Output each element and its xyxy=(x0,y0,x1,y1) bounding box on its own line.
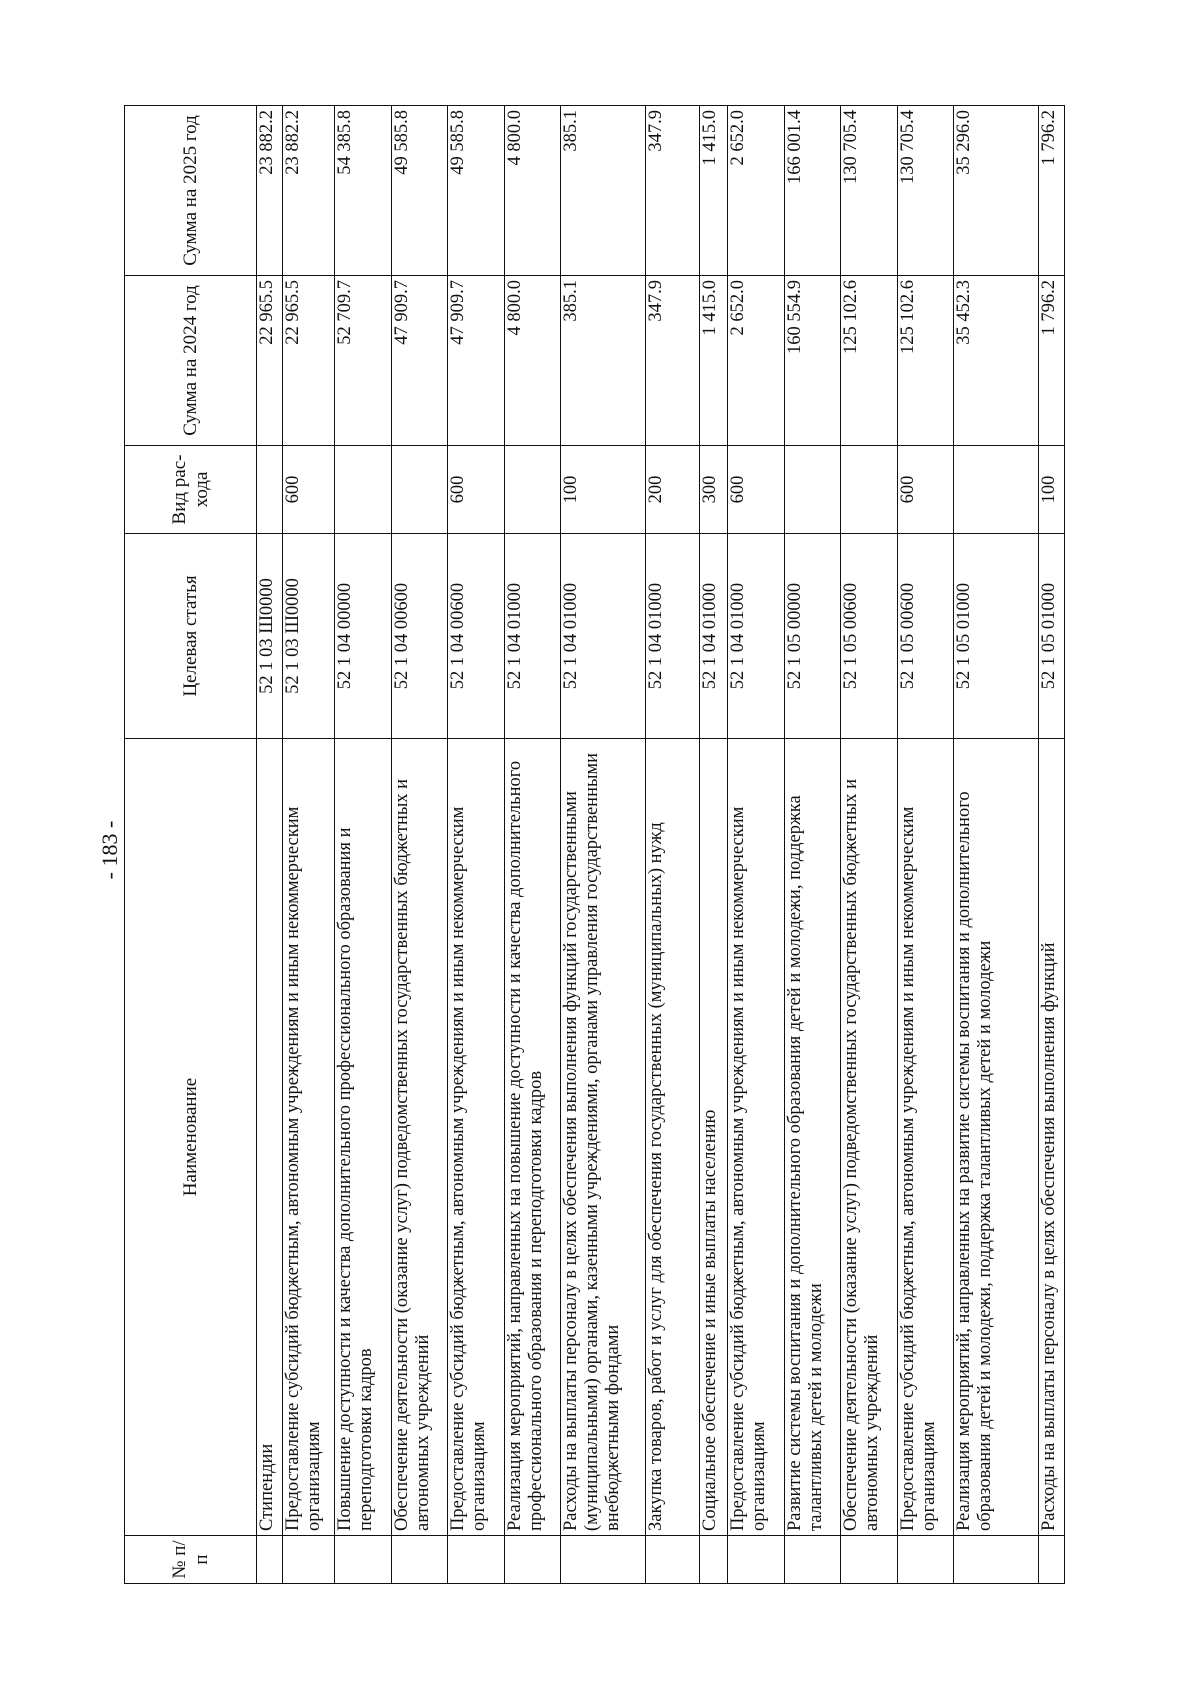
cell-name: Реализация мероприятий, направленных на повышение доступности и качества дополнительного профессионального образования и переподготовки кадров xyxy=(504,739,560,1536)
cell-code: 52 1 04 01000 xyxy=(504,534,560,739)
header-name: Наименование xyxy=(125,739,257,1536)
cell-sum-2025: 347.9 xyxy=(645,106,699,276)
budget-table-container xyxy=(124,106,1065,1584)
cell-sum-2025: 1 415.0 xyxy=(700,106,728,276)
table-row xyxy=(335,106,391,1584)
table-row xyxy=(1038,106,1064,1584)
cell-code: 52 1 05 00600 xyxy=(841,534,897,739)
cell-code: 52 1 05 01000 xyxy=(1038,534,1064,739)
cell-sum-2024: 160 554.9 xyxy=(784,276,840,446)
cell-name: Обеспечение деятельности (оказание услуг) подведомственных государственных бюджетных и автономных учреждений xyxy=(841,739,897,1536)
cell-no xyxy=(448,1536,504,1584)
cell-sum-2025: 35 296.0 xyxy=(954,106,1039,276)
cell-kind: 200 xyxy=(645,446,699,534)
cell-kind xyxy=(257,446,283,534)
cell-sum-2024: 47 909.7 xyxy=(448,276,504,446)
cell-name: Обеспечение деятельности (оказание услуг) подведомственных государственных бюджетных и автономных учреждений xyxy=(391,739,447,1536)
table-row xyxy=(561,106,646,1584)
cell-sum-2025: 4 800.0 xyxy=(504,106,560,276)
cell-kind: 600 xyxy=(728,446,784,534)
cell-sum-2024: 385.1 xyxy=(561,276,646,446)
cell-no xyxy=(954,1536,1039,1584)
cell-no xyxy=(700,1536,728,1584)
cell-code: 52 1 04 01000 xyxy=(700,534,728,739)
cell-code: 52 1 04 01000 xyxy=(645,534,699,739)
table-header-row xyxy=(125,106,257,1584)
cell-no xyxy=(645,1536,699,1584)
cell-code: 52 1 04 01000 xyxy=(728,534,784,739)
cell-name: Развитие системы воспитания и дополнительного образования детей и молодежи, поддержка талантливых детей и молодежи xyxy=(784,739,840,1536)
header-no: № п/п xyxy=(125,1536,257,1584)
cell-no xyxy=(504,1536,560,1584)
budget-table xyxy=(124,105,1065,1584)
cell-no xyxy=(784,1536,840,1584)
cell-no xyxy=(728,1536,784,1584)
header-kind: Вид рас- хода xyxy=(125,446,257,534)
cell-no xyxy=(257,1536,283,1584)
cell-name: Социальное обеспечение и иные выплаты населению xyxy=(700,739,728,1536)
cell-name: Стипендии xyxy=(257,739,283,1536)
cell-kind xyxy=(391,446,447,534)
table-row xyxy=(784,106,840,1584)
cell-sum-2025: 130 705.4 xyxy=(841,106,897,276)
cell-kind xyxy=(784,446,840,534)
cell-sum-2024: 125 102.6 xyxy=(841,276,897,446)
cell-code: 52 1 04 00600 xyxy=(391,534,447,739)
cell-sum-2024: 4 800.0 xyxy=(504,276,560,446)
table-row xyxy=(504,106,560,1584)
cell-name: Предоставление субсидий бюджетным, автономным учреждениям и иным некоммерческим организациям xyxy=(728,739,784,1536)
cell-sum-2024: 35 452.3 xyxy=(954,276,1039,446)
cell-no xyxy=(897,1536,953,1584)
header-code: Целевая статья xyxy=(125,534,257,739)
cell-name: Реализация мероприятий, направленных на развитие системы воспитания и дополнительного образования детей и молодежи, поддержка талантливых детей и молодежи xyxy=(954,739,1039,1536)
cell-kind: 100 xyxy=(1038,446,1064,534)
table-row xyxy=(257,106,283,1584)
cell-kind xyxy=(841,446,897,534)
cell-sum-2025: 2 652.0 xyxy=(728,106,784,276)
cell-sum-2025: 130 705.4 xyxy=(897,106,953,276)
cell-kind: 600 xyxy=(897,446,953,534)
cell-name: Расходы на выплаты персоналу в целях обеспечения выполнения функций государственными (муниципальными) органами, казенными учреждениями, органами управления государственными внебюджетными фондами xyxy=(561,739,646,1536)
cell-no xyxy=(1038,1536,1064,1584)
cell-name: Предоставление субсидий бюджетным, автономным учреждениям и иным некоммерческим организациям xyxy=(448,739,504,1536)
cell-no xyxy=(841,1536,897,1584)
cell-no xyxy=(391,1536,447,1584)
cell-name: Предоставление субсидий бюджетным, автономным учреждениям и иным некоммерческим организациям xyxy=(283,739,335,1536)
cell-name: Расходы на выплаты персоналу в целях обеспечения выполнения функций xyxy=(1038,739,1064,1536)
cell-kind xyxy=(954,446,1039,534)
cell-code: 52 1 03 Ш0000 xyxy=(283,534,335,739)
cell-name: Повышение доступности и качества дополнительного профессионального образования и переподготовки кадров xyxy=(335,739,391,1536)
table-row xyxy=(728,106,784,1584)
cell-sum-2024: 1 796.2 xyxy=(1038,276,1064,446)
header-sum-2025: Сумма на 2025 год xyxy=(125,106,257,276)
table-row xyxy=(283,106,335,1584)
cell-sum-2024: 22 965.5 xyxy=(283,276,335,446)
cell-name: Закупка товаров, работ и услуг для обеспечения государственных (муниципальных) нужд xyxy=(645,739,699,1536)
page-number: - 183 - xyxy=(97,820,122,880)
cell-sum-2025: 166 001.4 xyxy=(784,106,840,276)
cell-kind xyxy=(335,446,391,534)
table-row xyxy=(700,106,728,1584)
table-row xyxy=(448,106,504,1584)
cell-code: 52 1 04 01000 xyxy=(561,534,646,739)
cell-code: 52 1 04 00000 xyxy=(335,534,391,739)
table-row xyxy=(954,106,1039,1584)
cell-code: 52 1 04 00600 xyxy=(448,534,504,739)
cell-sum-2024: 1 415.0 xyxy=(700,276,728,446)
table-row xyxy=(645,106,699,1584)
cell-code: 52 1 03 Ш0000 xyxy=(257,534,283,739)
cell-sum-2025: 385.1 xyxy=(561,106,646,276)
cell-kind: 300 xyxy=(700,446,728,534)
cell-code: 52 1 05 00600 xyxy=(897,534,953,739)
cell-sum-2025: 49 585.8 xyxy=(448,106,504,276)
cell-code: 52 1 05 01000 xyxy=(954,534,1039,739)
cell-sum-2024: 2 652.0 xyxy=(728,276,784,446)
cell-kind: 600 xyxy=(283,446,335,534)
cell-no xyxy=(283,1536,335,1584)
cell-code: 52 1 05 00000 xyxy=(784,534,840,739)
cell-sum-2025: 1 796.2 xyxy=(1038,106,1064,276)
cell-kind: 100 xyxy=(561,446,646,534)
cell-sum-2025: 49 585.8 xyxy=(391,106,447,276)
cell-sum-2024: 52 709.7 xyxy=(335,276,391,446)
cell-sum-2025: 23 882.2 xyxy=(283,106,335,276)
header-sum-2024: Сумма на 2024 год xyxy=(125,276,257,446)
cell-sum-2024: 125 102.6 xyxy=(897,276,953,446)
cell-sum-2025: 23 882.2 xyxy=(257,106,283,276)
cell-kind: 600 xyxy=(448,446,504,534)
cell-sum-2024: 47 909.7 xyxy=(391,276,447,446)
cell-sum-2024: 347.9 xyxy=(645,276,699,446)
cell-sum-2025: 54 385.8 xyxy=(335,106,391,276)
cell-sum-2024: 22 965.5 xyxy=(257,276,283,446)
cell-no xyxy=(335,1536,391,1584)
cell-name: Предоставление субсидий бюджетным, автономным учреждениям и иным некоммерческим организациям xyxy=(897,739,953,1536)
cell-kind xyxy=(504,446,560,534)
table-row xyxy=(841,106,897,1584)
cell-no xyxy=(561,1536,646,1584)
table-row xyxy=(391,106,447,1584)
table-row xyxy=(897,106,953,1584)
